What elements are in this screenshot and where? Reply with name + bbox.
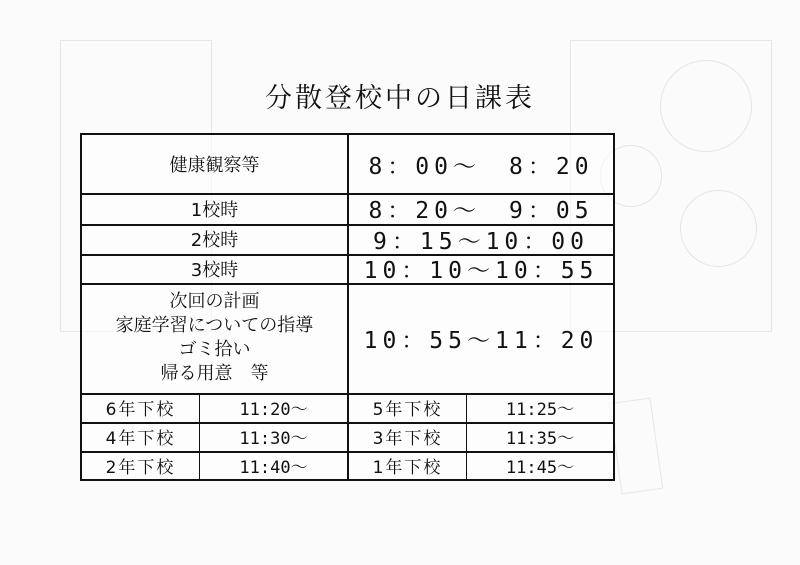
background-ghost-block [609,398,663,495]
dismissal-row [82,451,613,479]
dismissal-grade: 4年下校 [82,422,200,451]
dismissal-time: 11:40～ [200,451,349,479]
schedule-row [82,283,613,395]
period-label: 健康観察等 [169,155,260,176]
period-time: 10：10～10：55 [363,258,599,284]
period-label: 2校時 [190,230,239,251]
dismissal-time: 11:25～ [505,400,575,420]
background-ghost-circle [680,190,757,267]
schedule-row [82,135,613,195]
activity-line: 帰る用意 等 [160,363,269,384]
dismissal-grade: 2年下校 [82,451,200,479]
dismissal-time: 11:30～ [200,422,349,451]
dismissal-grade: 3年下校 [349,422,467,451]
period-label-cell [82,193,349,224]
schedule-row [82,254,613,285]
schedule-row [82,193,613,226]
dismissal-grade: 6年下校 [82,393,200,422]
period-label-cell [82,254,349,283]
period-time: 9：15～10：00 [373,228,589,255]
period-time: 8：20～ 9：05 [368,198,594,224]
dismissal-grade: 5年下校 [349,393,467,422]
dismissal-time: 11:20～ [200,393,349,422]
dismissal-row [82,422,613,453]
schedule-table [80,133,615,481]
period-label: 3校時 [190,259,239,281]
dismissal-grade: 1年下校 [349,451,467,479]
period-label: 1校時 [190,199,239,221]
activity-line: 家庭学習についての指導 [115,315,314,336]
period-label-cell [82,283,349,393]
period-label-cell [82,135,349,193]
dismissal-time: 11:35～ [505,429,575,449]
activity-line: ゴミ拾い [178,339,251,360]
dismissal-time: 11:45～ [505,457,575,478]
activity-line: 次回の計画 [169,291,260,312]
page-title: 分散登校中の日課表 [265,83,535,114]
period-time: 10：55～11：20 [363,327,599,354]
period-label-cell [82,224,349,254]
period-time: 8：00～ 8：20 [368,153,594,180]
dismissal-row [82,393,613,424]
